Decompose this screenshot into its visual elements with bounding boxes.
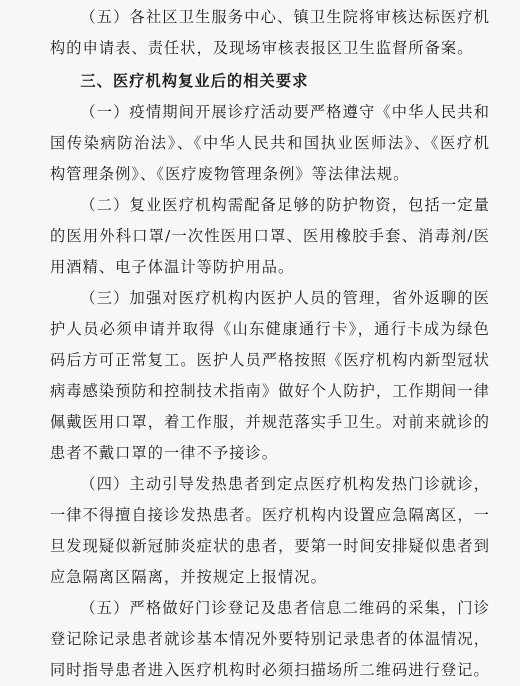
paragraph-legal-compliance: （一）疫情期间开展诊疗活动要严格遵守《中华人民共和国传染病防治法》、《中华人民共和国执业医师法》、《医疗机构管理条例》、《医疗废物管理条例》等法律法规。 (50, 103, 490, 183)
paragraph-staff-management: （三）加强对医疗机构内医护人员的管理，省外返聊的医护人员必须申请并取得《山东健康通行卡》，通行卡成为绿色码后方可正常复工。医护人员严格按照《医疗机构内新型冠状病毒感染预防和控制技术指南》做好个人防护，工作期间一律佩戴医用口罩，着工作服，并规范落实手卫生。对前来就诊的患者不戴口罩的一律不予接诊。 (50, 289, 490, 462)
section-heading-requirements: 三、医疗机构复业后的相关要求 (80, 72, 309, 90)
paragraph-registration-qr: （五）严格做好门诊登记及患者信息二维码的采集，门诊登记除记录患者就诊基本情况外要特别记录患者的体温情况，同时指导患者进入医疗机构时必须扫描场所二维码进行登记。 (50, 599, 490, 679)
paragraph-filing-requirement: （五）各社区卫生服务中心、镇卫生院将审核达标医疗机构的申请表、责任状，及现场审核表报区卫生监督所备案。 (50, 8, 490, 57)
paragraph-protective-supplies: （二）复业医疗机构需配备足够的防护物资，包括一定量的医用外科口罩/一次性医用口罩、医用橡胶手套、消毒剂/医用酒精、电子体温计等防护用品。 (50, 196, 490, 276)
paragraph-fever-patients: （四）主动引导发热患者到定点医疗机构发热门诊就诊，一律不得擅自接诊发热患者。医疗机构内设置应急隔离区，一旦发现疑似新冠肺炎症状的患者，要第一时间安排疑似患者到应急隔离区隔离，并按规定上报情况。 (50, 475, 490, 586)
